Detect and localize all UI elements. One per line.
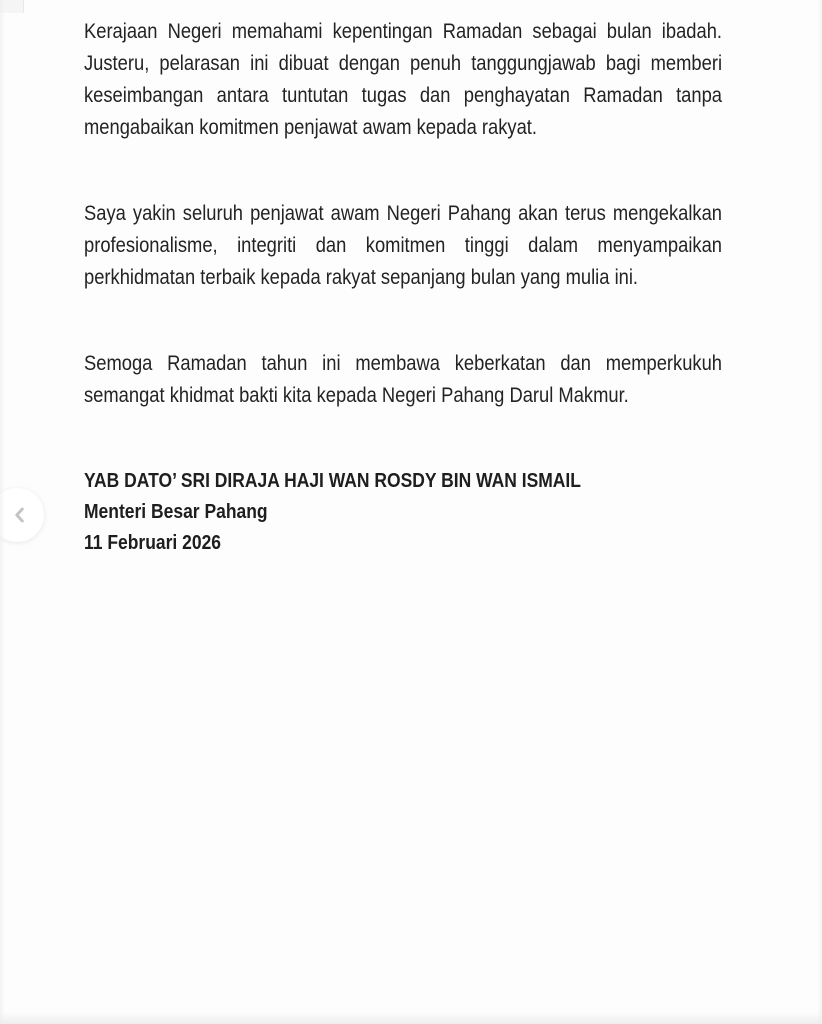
carousel-previous-button[interactable] (0, 488, 44, 542)
paragraph-3 (84, 348, 722, 412)
document-line: Justeru, pelarasan ini dibuat dengan penuh tanggungjawab bagi memberi (84, 52, 723, 75)
document-line: Kerajaan Negeri memahami kepentingan Ramadan sebagai bulan ibadah. (84, 20, 723, 43)
scan-edge-artifact (0, 0, 24, 13)
document-body (84, 16, 722, 559)
document-line: profesionalisme, integriti dan komitmen tinggi dalam menyampaikan (84, 234, 723, 257)
document-line: semangat khidmat bakti kita kepada Negeri Pahang Darul Makmur. (84, 384, 629, 407)
chevron-left-icon (6, 504, 28, 526)
statement-date: 11 Februari 2026 (84, 532, 222, 554)
signature-block (84, 466, 722, 559)
page-edge-bottom (0, 1012, 822, 1024)
paragraph-1 (84, 16, 722, 144)
document-line: Saya yakin seluruh penjawat awam Negeri Pahang akan terus mengekalkan (84, 202, 723, 225)
document-line: keseimbangan antara tuntutan tugas dan penghayatan Ramadan tanpa (84, 84, 723, 107)
signatory-title: Menteri Besar Pahang (84, 501, 268, 523)
document-line: Semoga Ramadan tahun ini membawa keberkatan dan memperkukuh (84, 352, 723, 375)
document-line: mengabaikan komitmen penjawat awam kepada rakyat. (84, 116, 537, 139)
page-edge-right (817, 0, 822, 1024)
document-line: perkhidmatan terbaik kepada rakyat sepanjang bulan yang mulia ini. (84, 266, 639, 289)
signatory-name: YAB DATO’ SRI DIRAJA HAJI WAN ROSDY BIN WAN ISMAIL (84, 470, 581, 492)
paragraph-2 (84, 198, 722, 294)
